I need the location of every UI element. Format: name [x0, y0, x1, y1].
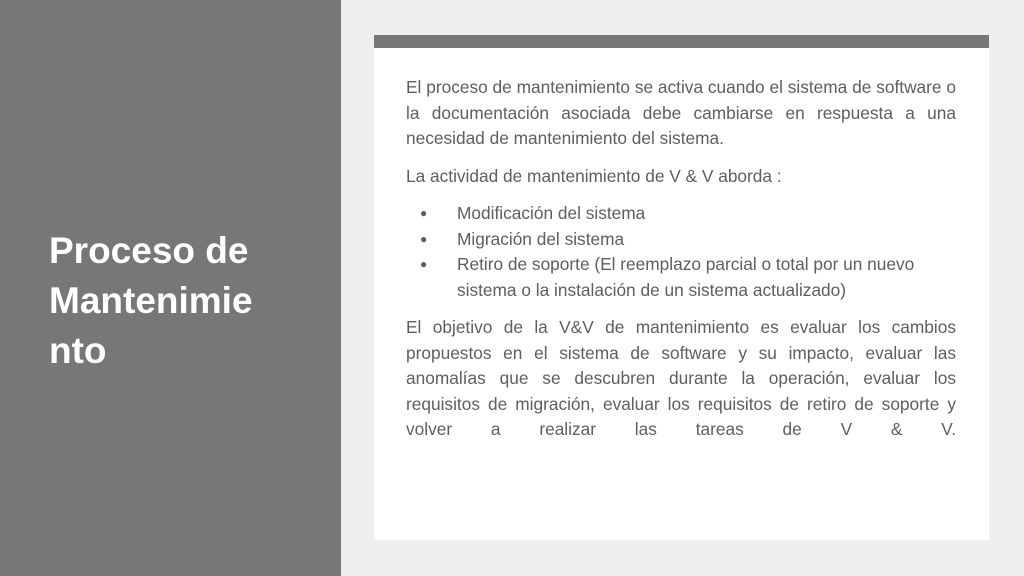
bullet-icon: ● — [420, 231, 428, 246]
slide-title-line-2: Mantenimie — [49, 280, 253, 321]
objective-paragraph: El objetivo de la V&V de mantenimiento es evaluar los cambios propuestos en el sistema de software y su impacto, evaluar las anomalías que se descubren durante la operación, evaluar los requisitos de migración, evaluar los requisitos de retiro de soporte y volver a realizar las tareas de V & V. — [406, 317, 956, 439]
list-item — [406, 227, 956, 253]
card-body — [406, 75, 956, 443]
bullet-icon: ● — [420, 206, 428, 220]
activity-list — [406, 201, 956, 303]
list-item — [406, 201, 956, 227]
slide-title-line-3: nto — [49, 330, 107, 371]
content-card — [374, 35, 989, 540]
title-panel — [0, 0, 341, 576]
list-item — [406, 252, 956, 303]
intro-paragraph: El proceso de mantenimiento se activa cuando el sistema de software o la documentación asociada debe cambiarse en respuesta a una necesidad de mantenimiento del sistema. — [406, 77, 956, 148]
activity-paragraph: La actividad de mantenimiento de V & V aborda : — [406, 165, 782, 186]
card-top-bar — [374, 35, 989, 48]
slide-title-line-1: Proceso de — [49, 230, 249, 271]
bullet-icon: ● — [420, 257, 428, 271]
list-item-text: Modificación del sistema — [457, 203, 646, 223]
slide-title — [49, 226, 289, 376]
list-item-text: Retiro de soporte (El reemplazo parcial o total por un nuevo sistema o la instalación de un sistema actualizado) — [457, 254, 915, 300]
list-item-text: Migración del sistema — [457, 228, 625, 249]
